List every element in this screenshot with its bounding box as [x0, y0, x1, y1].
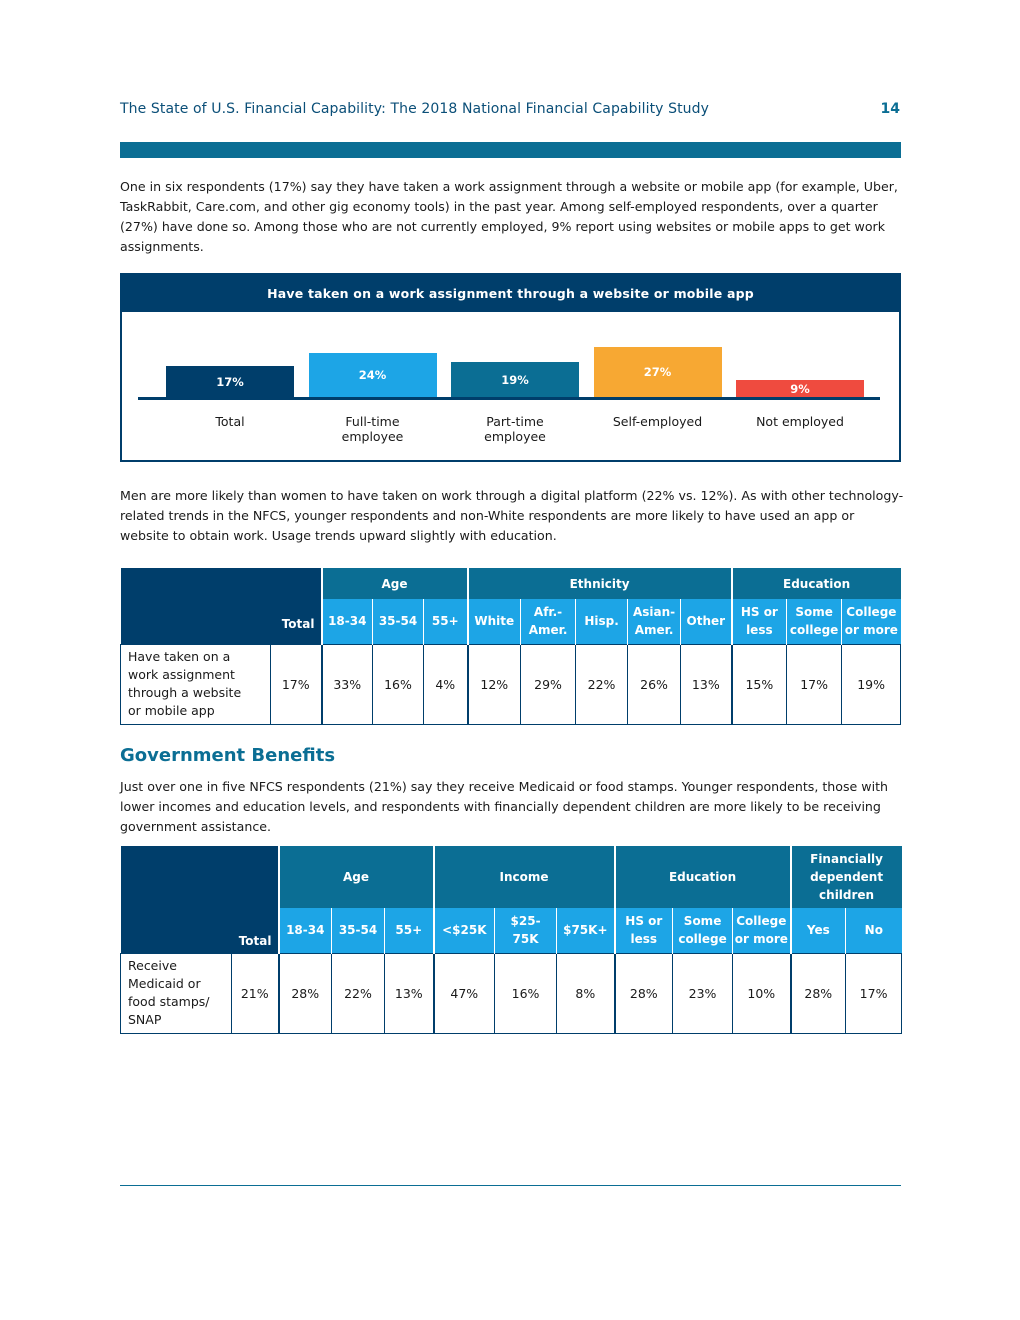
table1-col-college-or-more: College or more	[842, 599, 901, 644]
table1-ethnicity-group: Ethnicity	[468, 568, 732, 599]
chart-bar-label: 9%	[790, 382, 810, 396]
table2-education-group: Education	[615, 846, 791, 908]
chart-bar-1	[166, 366, 294, 397]
table-row	[121, 953, 902, 1033]
table2-age-group: Age	[279, 846, 434, 908]
chart-category-label: Self-employed	[612, 414, 703, 429]
table1-cell-afr-amer: 29%	[521, 644, 576, 724]
chart-bar-4	[594, 347, 722, 397]
table1-col-hisp: Hisp.	[576, 599, 628, 644]
table1-col-some-college: Some college	[787, 599, 842, 644]
table1-cell-age-35-54: 16%	[373, 644, 424, 724]
table1-cell-white: 12%	[468, 644, 521, 724]
table1-col-age-18-34: 18-34	[322, 599, 373, 644]
table1-cell-hisp: 22%	[576, 644, 628, 724]
table1-col-asian-amer: Asian- Amer.	[628, 599, 681, 644]
chart-bar-2	[309, 353, 437, 397]
table1-total-header: Total	[281, 616, 315, 631]
table1-col-afr-amer: Afr.- Amer.	[521, 599, 576, 644]
chart-bar-3	[451, 362, 579, 397]
footer-rule	[120, 1185, 901, 1186]
government-benefits-paragraph: Just over one in five NFCS respondents (21%) say they receive Medicaid or food stamps. Younger respondents, those with lower incomes and education levels, and respondents with financially dependent children are more likely to be receiving government assistance.	[120, 779, 889, 834]
chart-bar-label: 27%	[643, 365, 672, 379]
table2-cell-college-or-more: 10%	[733, 953, 791, 1033]
table2-col-children-yes: Yes	[791, 908, 846, 953]
chart-bar-label: 24%	[358, 368, 387, 382]
chart-category-label: Not employed	[756, 414, 844, 429]
table2-cell-income-25-75k: 16%	[495, 953, 557, 1033]
document-title: The State of U.S. Financial Capability: The 2018 National Financial Capability Study	[120, 101, 710, 117]
table2-col-hs-or-less: HS or less	[615, 908, 673, 953]
table1-cell-college-or-more: 19%	[842, 644, 901, 724]
table1-cell-asian-amer: 26%	[628, 644, 681, 724]
table2-col-income-75k-plus: $75K+	[557, 908, 615, 953]
header-rule	[120, 142, 901, 158]
table2-children-group: Financially dependent children	[791, 846, 902, 908]
page-number: 14	[880, 101, 900, 117]
table2-income-group: Income	[434, 846, 615, 908]
table1-row-label: Have taken on a work assignment through a website or mobile app	[121, 644, 271, 724]
table1-col-white: White	[468, 599, 521, 644]
table1-col-age-35-54: 35-54	[373, 599, 424, 644]
chart-bar-5	[736, 380, 864, 397]
table2-cell-age-55plus: 13%	[385, 953, 434, 1033]
table2-col-income-under-25k: <$25K	[434, 908, 495, 953]
chart-bar-label: 19%	[501, 373, 529, 387]
table1-col-hs-or-less: HS or less	[732, 599, 787, 644]
table2-col-age-18-34: 18-34	[279, 908, 332, 953]
table2-cell-income-75k-plus: 8%	[557, 953, 615, 1033]
gig-work-table	[120, 568, 901, 725]
table1-col-other: Other	[681, 599, 732, 644]
table1-cell-other: 13%	[681, 644, 732, 724]
chart-bar-label: 17%	[216, 375, 244, 389]
table1-cell-some-college: 17%	[787, 644, 842, 724]
chart-baseline	[138, 397, 880, 400]
table2-cell-age-18-34: 28%	[279, 953, 332, 1033]
gig-work-chart	[120, 273, 901, 462]
table1-education-group: Education	[732, 568, 901, 599]
chart-category-label: Full-time employee	[341, 414, 404, 444]
table2-col-income-25-75k: $25- 75K	[495, 908, 557, 953]
table1-cell-age-18-34: 33%	[322, 644, 373, 724]
table2-cell-some-college: 23%	[673, 953, 733, 1033]
table2-col-age-35-54: 35-54	[332, 908, 385, 953]
table2-total-header: Total	[238, 933, 272, 948]
chart-category-label: Total	[215, 414, 245, 429]
table2-col-college-or-more: College or more	[733, 908, 791, 953]
table1-age-group: Age	[322, 568, 468, 599]
table2-col-some-college: Some college	[673, 908, 733, 953]
intro-paragraph: One in six respondents (17%) say they have taken a work assignment through a website or mobile app (for example, Uber, TaskRabbit, Care.com, and other gig economy tools) in the past year. Among self-employed respondents, over a quarter (27%) have done so. Among those who are not currently employed, 9% report using websites or mobile apps to get work assignments.	[120, 179, 898, 254]
table2-cell-children-yes: 28%	[791, 953, 846, 1033]
table1-col-age-55plus: 55+	[424, 599, 468, 644]
government-benefits-table	[120, 846, 902, 1034]
chart-title: Have taken on a work assignment through a website or mobile app	[122, 275, 899, 312]
table1-cell-age-55plus: 4%	[424, 644, 468, 724]
table2-cell-age-35-54: 22%	[332, 953, 385, 1033]
table1-cell-hs-or-less: 15%	[732, 644, 787, 724]
table2-col-children-no: No	[846, 908, 902, 953]
digital-platform-paragraph: Men are more likely than women to have taken on work through a digital platform (22% vs. 12%). As with other technology-related trends in the NFCS, younger respondents and non-White respondents are more likely to have used an app or website to obtain work. Usage trends upward slightly with education.	[120, 488, 904, 543]
table2-cell-income-under-25k: 47%	[434, 953, 495, 1033]
table2-cell-total: 21%	[232, 953, 279, 1033]
table-row	[121, 644, 901, 724]
chart-category-label: Part-time employee	[484, 414, 546, 444]
table2-row-label: Receive Medicaid or food stamps/ SNAP	[121, 953, 232, 1033]
section-heading: Government Benefits	[120, 745, 336, 766]
table1-cell-total: 17%	[271, 644, 322, 724]
table2-cell-children-no: 17%	[846, 953, 902, 1033]
table2-cell-hs-or-less: 28%	[615, 953, 673, 1033]
table2-col-age-55plus: 55+	[385, 908, 434, 953]
